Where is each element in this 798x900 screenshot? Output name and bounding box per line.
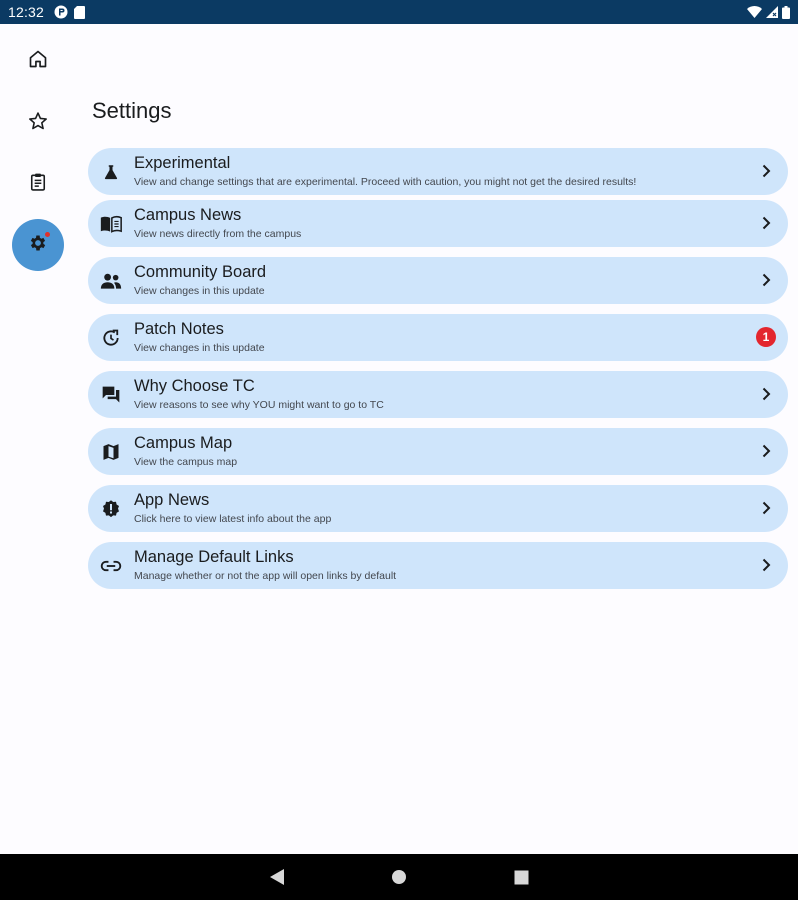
status-right-icons bbox=[747, 6, 790, 19]
item-subtitle: View changes in this update bbox=[134, 285, 265, 297]
item-subtitle: View and change settings that are experimental. Proceed with caution, you might not get the desired results! bbox=[134, 176, 637, 188]
home-circle-icon[interactable] bbox=[388, 866, 410, 888]
chevron-right-icon bbox=[758, 443, 774, 459]
item-title: Campus Map bbox=[134, 434, 233, 452]
map-icon bbox=[99, 440, 123, 464]
item-title: Campus News bbox=[134, 206, 242, 224]
item-subtitle: Manage whether or not the app will open links by default bbox=[134, 570, 397, 582]
notification-app-icon bbox=[54, 5, 68, 19]
nav-favorites[interactable] bbox=[12, 97, 64, 149]
item-subtitle: View news directly from the campus bbox=[134, 228, 302, 240]
item-title: Patch Notes bbox=[134, 320, 224, 338]
status-left-icons bbox=[54, 5, 85, 19]
chevron-right-icon bbox=[758, 386, 774, 402]
recents-icon[interactable] bbox=[510, 866, 532, 888]
link-icon bbox=[99, 554, 123, 578]
item-title: Community Board bbox=[134, 263, 267, 281]
item-title: Why Choose TC bbox=[134, 377, 255, 395]
status-time: 12:32 bbox=[8, 4, 45, 20]
back-icon[interactable] bbox=[266, 866, 288, 888]
settings-item-patch-notes[interactable] bbox=[88, 314, 788, 361]
chevron-right-icon bbox=[758, 500, 774, 516]
item-subtitle: Click here to view latest info about the app bbox=[134, 513, 332, 525]
settings-item-experimental[interactable] bbox=[88, 148, 788, 195]
alert-badge-icon bbox=[99, 497, 123, 521]
nav-settings[interactable] bbox=[12, 219, 64, 271]
nav-notes[interactable] bbox=[12, 158, 64, 210]
item-subtitle: View the campus map bbox=[134, 456, 238, 468]
battery-icon bbox=[782, 6, 790, 19]
flask-icon bbox=[99, 160, 123, 184]
settings-item-campus-news[interactable] bbox=[88, 200, 788, 247]
chat-icon bbox=[99, 383, 123, 407]
settings-item-campus-map[interactable] bbox=[88, 428, 788, 475]
home-icon bbox=[28, 49, 48, 74]
notification-dot bbox=[45, 232, 50, 237]
chevron-right-icon bbox=[758, 215, 774, 231]
sd-card-icon bbox=[74, 6, 85, 19]
people-icon bbox=[99, 269, 123, 293]
status-bar bbox=[0, 0, 798, 24]
book-icon bbox=[99, 212, 123, 236]
item-title: App News bbox=[134, 491, 210, 509]
signal-icon bbox=[766, 6, 778, 18]
item-title: Experimental bbox=[134, 154, 231, 172]
settings-item-app-news[interactable] bbox=[88, 485, 788, 532]
settings-item-community-board[interactable] bbox=[88, 257, 788, 304]
chevron-right-icon bbox=[758, 163, 774, 179]
chevron-right-icon bbox=[758, 272, 774, 288]
star-icon bbox=[28, 111, 48, 136]
clipboard-icon bbox=[28, 172, 48, 197]
update-icon bbox=[99, 326, 123, 350]
nav-home[interactable] bbox=[12, 35, 64, 87]
item-subtitle: View reasons to see why YOU might want to go to TC bbox=[134, 399, 384, 411]
settings-content bbox=[76, 24, 798, 854]
navigation-rail bbox=[0, 24, 76, 854]
notification-badge: 1 bbox=[756, 327, 776, 347]
item-title: Manage Default Links bbox=[134, 548, 294, 566]
settings-item-why-choose-tc[interactable] bbox=[88, 371, 788, 418]
settings-item-manage-default-links[interactable] bbox=[88, 542, 788, 589]
page-title: Settings bbox=[92, 98, 172, 123]
system-navigation-bar bbox=[0, 854, 798, 900]
wifi-icon bbox=[747, 6, 762, 18]
item-subtitle: View changes in this update bbox=[134, 342, 265, 354]
chevron-right-icon bbox=[758, 557, 774, 573]
